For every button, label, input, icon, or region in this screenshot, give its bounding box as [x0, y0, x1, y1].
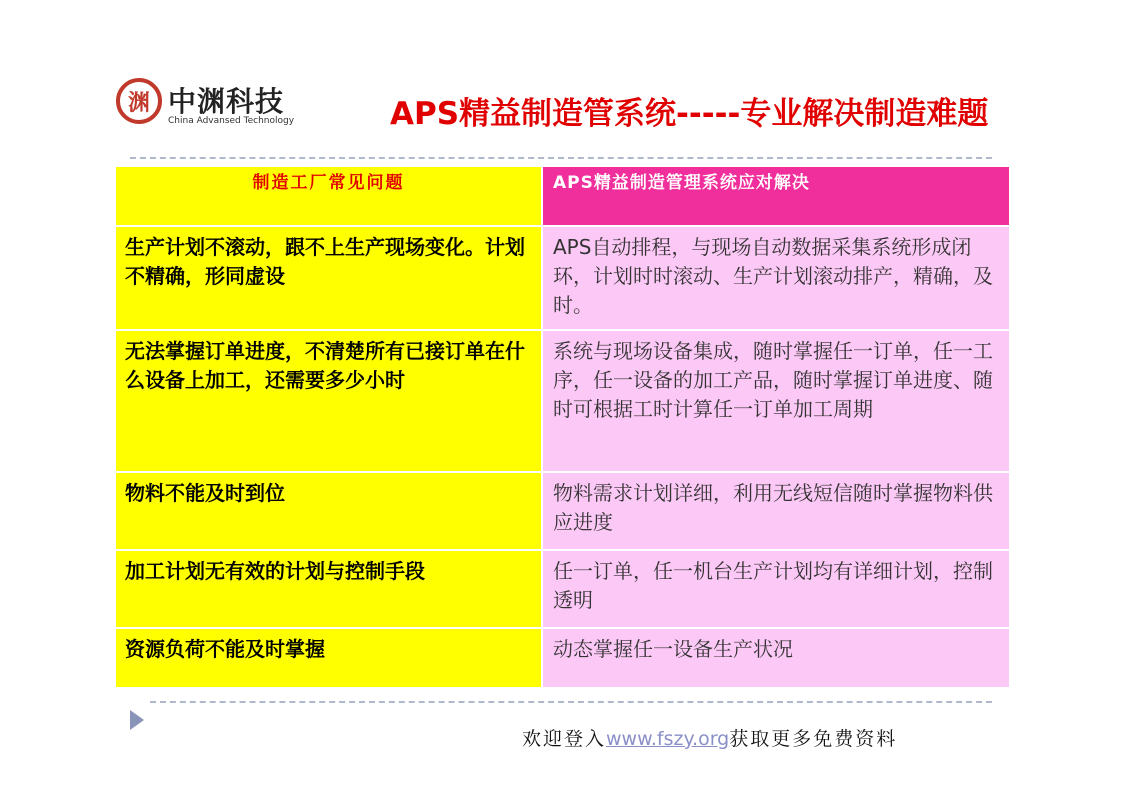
table-row: [115, 226, 1010, 330]
solution-cell: 系统与现场设备集成，随时掌握任一订单，任一工序，任一设备的加工产品，随时掌握订单进度、随时可根据工时计算任一订单加工周期: [542, 330, 1010, 472]
logo-name: 中渊科技: [168, 85, 285, 118]
footer: [522, 724, 897, 751]
problem-cell: 无法掌握订单进度，不清楚所有已接订单在什么设备上加工，还需要多少小时: [115, 330, 542, 472]
header-solutions: APS精益制造管理系统应对解决: [542, 166, 1010, 226]
top-divider: [130, 157, 992, 159]
play-arrow-icon: [130, 710, 144, 730]
table-row: [115, 472, 1010, 550]
logo-mark-icon: 渊: [116, 78, 162, 124]
solution-cell: APS自动排程，与现场自动数据采集系统形成闭环，计划时时滚动、生产计划滚动排产，精确，及时。: [542, 226, 1010, 330]
bottom-divider: [150, 701, 992, 703]
solution-cell: 任一订单，任一机台生产计划均有详细计划，控制透明: [542, 550, 1010, 628]
table-row: [115, 550, 1010, 628]
problem-cell: 加工计划无有效的计划与控制手段: [115, 550, 542, 628]
solution-cell: 物料需求计划详细，利用无线短信随时掌握物料供应进度: [542, 472, 1010, 550]
solution-cell: 动态掌握任一设备生产状况: [542, 628, 1010, 688]
logo-subtitle: China Advansed Technology: [168, 116, 295, 126]
page-title: APS精益制造管系统-----专业解决制造难题: [390, 96, 989, 132]
problem-cell: 资源负荷不能及时掌握: [115, 628, 542, 688]
table-row: [115, 628, 1010, 688]
header-problems: 制造工厂常见问题: [115, 166, 542, 226]
comparison-table: [114, 165, 1011, 689]
table-header-row: [115, 166, 1010, 226]
problem-cell: 生产计划不滚动，跟不上生产现场变化。计划不精确，形同虚设: [115, 226, 542, 330]
problem-cell: 物料不能及时到位: [115, 472, 542, 550]
company-logo: [116, 76, 306, 132]
footer-link[interactable]: www.fszy.org: [606, 728, 730, 750]
footer-suffix: 获取更多免费资料: [729, 728, 898, 750]
table-row: [115, 330, 1010, 472]
footer-prefix: 欢迎登入: [522, 728, 607, 750]
